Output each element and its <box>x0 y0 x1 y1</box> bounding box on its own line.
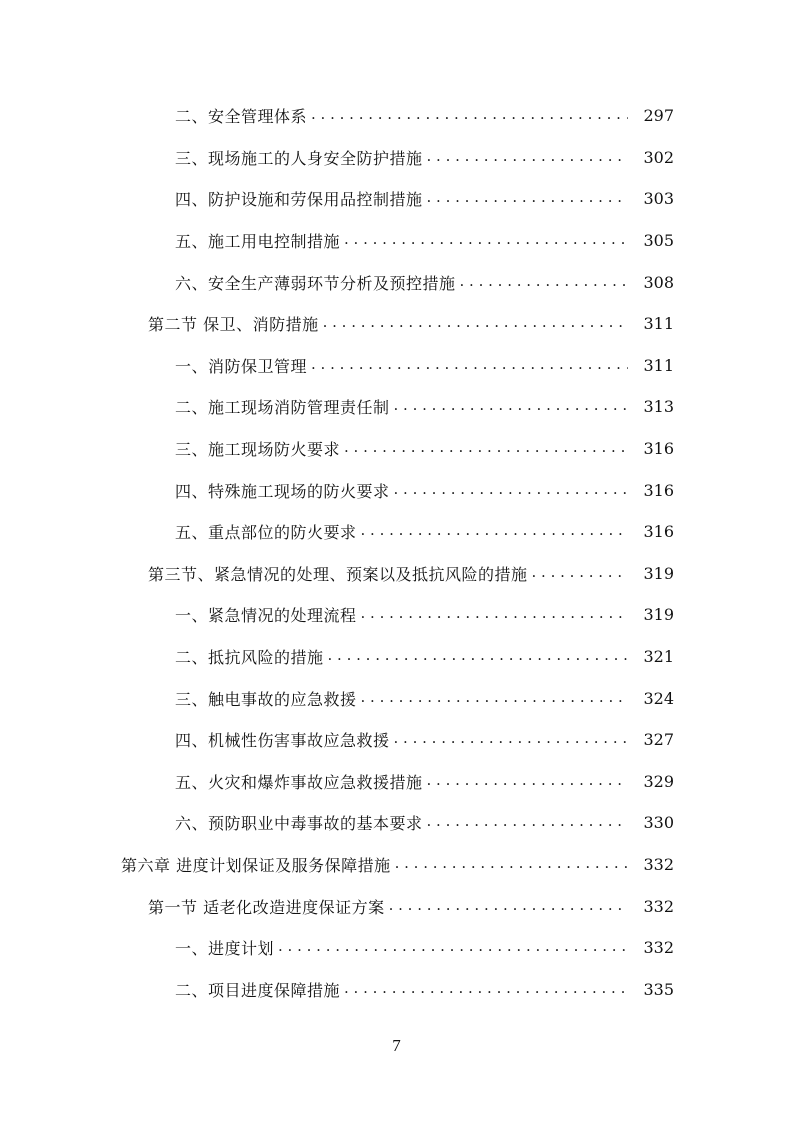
toc-entry-page: 316 <box>643 480 674 500</box>
toc-dot-leader <box>278 939 628 954</box>
toc-dot-leader <box>460 274 628 289</box>
toc-entry-title: 一、消防保卫管理 <box>175 356 308 376</box>
toc-entry-title: 二、施工现场消防管理责任制 <box>175 398 390 418</box>
toc-entry-title: 四、机械性伤害事故应急救援 <box>175 731 390 751</box>
toc-dot-leader <box>427 149 628 164</box>
toc-dot-leader <box>323 315 628 330</box>
toc-dot-leader <box>344 981 628 996</box>
toc-entry[interactable] <box>0 137 793 179</box>
toc-entry-title: 第一节 适老化改造进度保证方案 <box>148 897 385 917</box>
toc-entry[interactable] <box>0 178 793 220</box>
toc-entry-page: 316 <box>643 522 674 542</box>
toc-entry-title: 三、现场施工的人身安全防护措施 <box>175 148 423 168</box>
toc-entry-page: 324 <box>643 688 674 708</box>
toc-entry-page: 319 <box>643 563 674 583</box>
toc-entry[interactable] <box>0 345 793 387</box>
toc-dot-leader <box>344 232 628 247</box>
toc-entry-title: 第二节 保卫、消防措施 <box>148 315 319 335</box>
table-of-contents <box>0 95 793 1010</box>
toc-entry-page: 305 <box>643 231 674 251</box>
toc-entry-page: 311 <box>643 355 674 375</box>
toc-dot-leader <box>427 773 628 788</box>
toc-entry[interactable] <box>0 636 793 678</box>
toc-dot-leader <box>389 898 628 913</box>
toc-dot-leader <box>395 856 628 871</box>
toc-dot-leader <box>394 398 628 413</box>
toc-entry[interactable] <box>0 677 793 719</box>
toc-entry-title: 四、特殊施工现场的防火要求 <box>175 481 390 501</box>
toc-entry[interactable] <box>0 386 793 428</box>
toc-dot-leader <box>311 357 628 372</box>
toc-entry[interactable] <box>0 220 793 262</box>
toc-dot-leader <box>394 482 628 497</box>
toc-entry[interactable] <box>0 844 793 886</box>
toc-entry[interactable] <box>0 511 793 553</box>
toc-entry[interactable] <box>0 553 793 595</box>
toc-entry-page: 327 <box>643 730 674 750</box>
toc-dot-leader <box>311 107 628 122</box>
toc-entry-title: 四、防护设施和劳保用品控制措施 <box>175 190 423 210</box>
toc-entry-title: 二、抵抗风险的措施 <box>175 648 324 668</box>
toc-dot-leader <box>532 565 628 580</box>
toc-entry-page: 313 <box>643 397 674 417</box>
toc-entry[interactable] <box>0 802 793 844</box>
toc-entry-title: 二、安全管理体系 <box>175 107 308 127</box>
toc-entry-page: 332 <box>643 896 674 916</box>
toc-entry-page: 311 <box>643 314 674 334</box>
toc-entry-page: 319 <box>643 605 674 625</box>
toc-entry-page: 321 <box>643 647 674 667</box>
toc-entry-page: 332 <box>643 938 674 958</box>
toc-entry-title: 第六章 进度计划保证及服务保障措施 <box>121 855 391 875</box>
toc-dot-leader <box>394 731 628 746</box>
toc-entry[interactable] <box>0 303 793 345</box>
toc-entry[interactable] <box>0 761 793 803</box>
toc-entry-page: 303 <box>643 189 674 209</box>
toc-entry-page: 316 <box>643 439 674 459</box>
toc-entry-page: 330 <box>643 813 674 833</box>
toc-entry-page: 335 <box>643 979 674 999</box>
toc-dot-leader <box>361 606 628 621</box>
toc-entry-title: 二、项目进度保障措施 <box>175 980 341 1000</box>
toc-entry-page: 332 <box>643 854 674 874</box>
toc-dot-leader <box>344 440 628 455</box>
toc-dot-leader <box>361 523 628 538</box>
page-number: 7 <box>392 1036 401 1055</box>
toc-entry[interactable] <box>0 968 793 1010</box>
toc-entry-page: 297 <box>643 106 674 126</box>
toc-dot-leader <box>427 814 628 829</box>
toc-entry-title: 一、进度计划 <box>175 939 275 959</box>
toc-entry-title: 五、施工用电控制措施 <box>175 232 341 252</box>
toc-entry[interactable] <box>0 885 793 927</box>
toc-entry-page: 329 <box>643 771 674 791</box>
toc-entry-title: 第三节、紧急情况的处理、预案以及抵抗风险的措施 <box>148 564 528 584</box>
toc-entry[interactable] <box>0 719 793 761</box>
toc-entry-title: 六、安全生产薄弱环节分析及预控措施 <box>175 273 456 293</box>
toc-entry[interactable] <box>0 261 793 303</box>
toc-entry-title: 一、紧急情况的处理流程 <box>175 606 357 626</box>
toc-entry-title: 三、施工现场防火要求 <box>175 440 341 460</box>
toc-entry-title: 五、火灾和爆炸事故应急救援措施 <box>175 772 423 792</box>
toc-entry[interactable] <box>0 594 793 636</box>
toc-entry-page: 308 <box>643 272 674 292</box>
toc-dot-leader <box>328 648 628 663</box>
toc-entry[interactable] <box>0 428 793 470</box>
toc-entry-title: 五、重点部位的防火要求 <box>175 523 357 543</box>
toc-entry-title: 六、预防职业中毒事故的基本要求 <box>175 814 423 834</box>
toc-entry-title: 三、触电事故的应急救援 <box>175 689 357 709</box>
toc-entry[interactable] <box>0 927 793 969</box>
toc-entry[interactable] <box>0 469 793 511</box>
toc-dot-leader <box>361 690 628 705</box>
toc-entry-page: 302 <box>643 147 674 167</box>
toc-dot-leader <box>427 190 628 205</box>
toc-entry[interactable] <box>0 95 793 137</box>
